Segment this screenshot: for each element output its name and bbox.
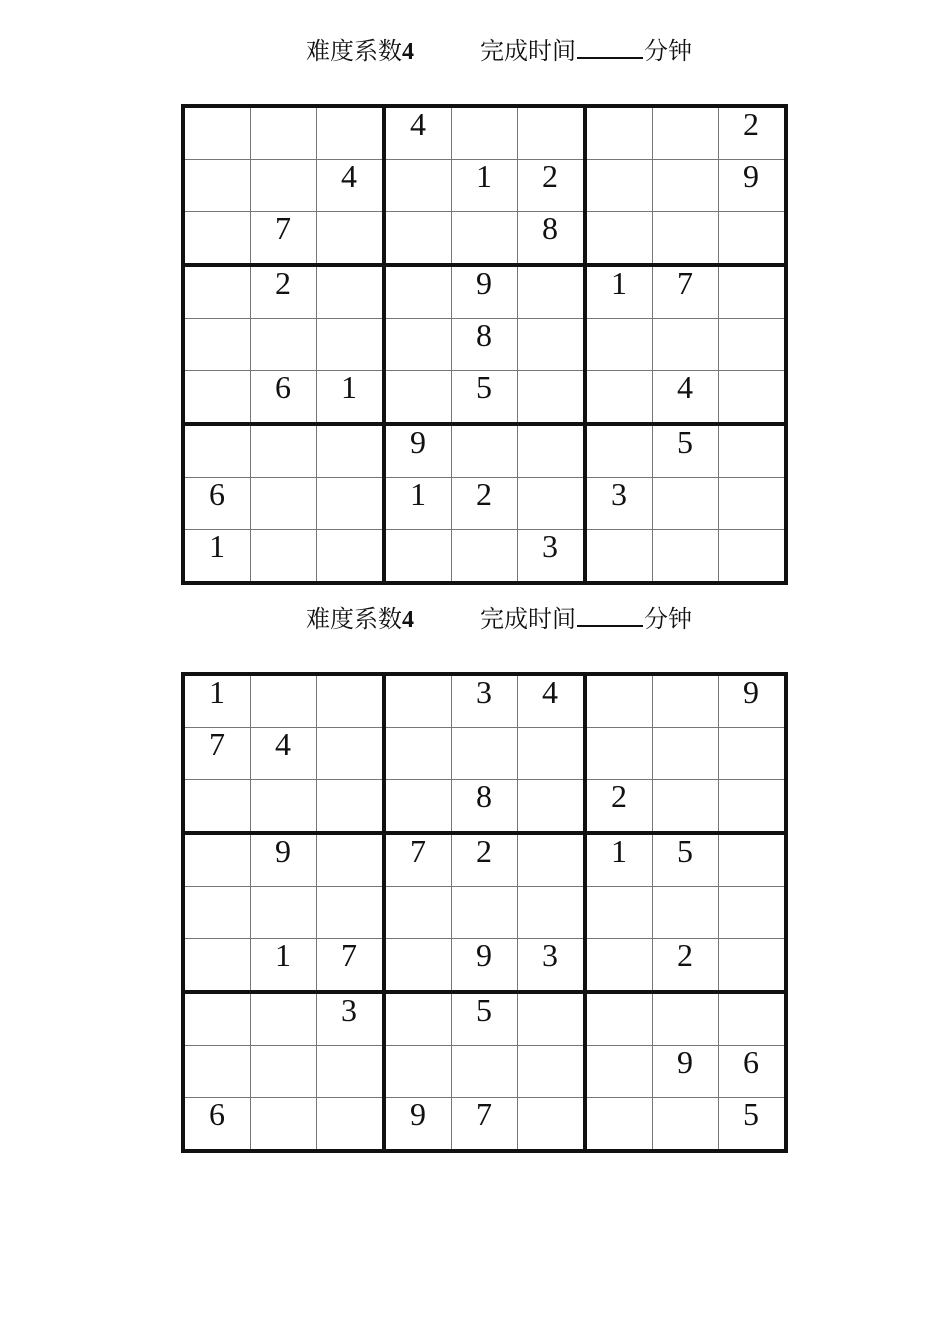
sudoku-cell[interactable]: [585, 674, 653, 728]
sudoku-cell[interactable]: [452, 160, 518, 212]
sudoku-cell[interactable]: [452, 106, 518, 160]
sudoku-cell[interactable]: [251, 530, 317, 584]
sudoku-grid-1: [181, 104, 788, 585]
difficulty-label: 难度系数4: [306, 607, 414, 633]
sudoku-cell[interactable]: [251, 780, 317, 834]
cell-digit: 8: [476, 778, 492, 814]
completion-time-label: 完成时间 分钟: [480, 39, 692, 65]
sudoku-cell[interactable]: [719, 106, 787, 160]
cell-digit: 9: [476, 265, 492, 301]
sudoku-cell[interactable]: [653, 319, 719, 371]
cell-digit: 6: [743, 1044, 759, 1080]
sudoku-cell[interactable]: [452, 728, 518, 780]
cell-digit: 2: [476, 833, 492, 869]
sudoku-cell[interactable]: [585, 887, 653, 939]
sudoku-cell[interactable]: [518, 887, 586, 939]
sudoku-cell[interactable]: [384, 478, 452, 530]
sudoku-cell[interactable]: [585, 728, 653, 780]
sudoku-cell[interactable]: [452, 319, 518, 371]
sudoku-cell[interactable]: [452, 887, 518, 939]
sudoku-cell[interactable]: [251, 265, 317, 319]
sudoku-cell[interactable]: [384, 674, 452, 728]
sudoku-cell[interactable]: [653, 674, 719, 728]
sudoku-cell[interactable]: [653, 728, 719, 780]
sudoku-cell[interactable]: [183, 1046, 251, 1098]
sudoku-cell[interactable]: [317, 1098, 385, 1152]
sudoku-cell[interactable]: [317, 833, 385, 887]
sudoku-cell[interactable]: [251, 1046, 317, 1098]
sudoku-cell[interactable]: [585, 992, 653, 1046]
sudoku-cell[interactable]: [452, 424, 518, 478]
cell-digit: 7: [677, 265, 693, 301]
difficulty-value: 4: [402, 607, 414, 633]
cell-digit: 3: [542, 528, 558, 564]
sudoku-cell[interactable]: [251, 887, 317, 939]
cell-digit: 6: [275, 369, 291, 405]
grid-row: [183, 160, 786, 212]
sudoku-cell[interactable]: [183, 939, 251, 993]
cell-digit: 3: [341, 992, 357, 1028]
cell-digit: 2: [542, 158, 558, 194]
sudoku-cell[interactable]: [653, 106, 719, 160]
sudoku-cell[interactable]: [384, 106, 452, 160]
sudoku-cell[interactable]: [653, 265, 719, 319]
sudoku-cell[interactable]: [518, 530, 586, 584]
grid-row: [183, 530, 786, 584]
sudoku-cell[interactable]: [653, 530, 719, 584]
sudoku-cell[interactable]: [653, 887, 719, 939]
grid-row: [183, 992, 786, 1046]
cell-digit: 7: [476, 1096, 492, 1132]
sudoku-cell[interactable]: [585, 424, 653, 478]
cell-digit: 1: [275, 937, 291, 973]
sudoku-cell[interactable]: [317, 992, 385, 1046]
cell-digit: 4: [677, 369, 693, 405]
cell-digit: 4: [341, 158, 357, 194]
sudoku-cell[interactable]: [183, 212, 251, 266]
sudoku-cell[interactable]: [585, 265, 653, 319]
cell-digit: 1: [611, 833, 627, 869]
sudoku-cell[interactable]: [317, 212, 385, 266]
sudoku-cell[interactable]: [719, 833, 787, 887]
sudoku-cell[interactable]: [251, 1098, 317, 1152]
cell-digit: 8: [542, 210, 558, 246]
sudoku-cell[interactable]: [653, 371, 719, 425]
sudoku-cell[interactable]: [452, 1098, 518, 1152]
sudoku-cell[interactable]: [317, 319, 385, 371]
sudoku-cell[interactable]: [384, 530, 452, 584]
sudoku-cell[interactable]: [653, 833, 719, 887]
cell-digit: 7: [209, 726, 225, 762]
puzzle-1-header: [0, 37, 950, 67]
cell-digit: 1: [209, 674, 225, 710]
cell-digit: 9: [743, 674, 759, 710]
sudoku-cell[interactable]: [251, 319, 317, 371]
sudoku-cell[interactable]: [653, 939, 719, 993]
sudoku-cell[interactable]: [317, 478, 385, 530]
grid-row: [183, 887, 786, 939]
sudoku-cell[interactable]: [719, 478, 787, 530]
sudoku-cell[interactable]: [384, 371, 452, 425]
sudoku-cell[interactable]: [452, 478, 518, 530]
sudoku-cell[interactable]: [183, 265, 251, 319]
sudoku-cell[interactable]: [585, 319, 653, 371]
sudoku-cell[interactable]: [183, 371, 251, 425]
sudoku-cell[interactable]: [384, 160, 452, 212]
sudoku-cell[interactable]: [384, 939, 452, 993]
sudoku-cell[interactable]: [317, 939, 385, 993]
grid-row: [183, 728, 786, 780]
cell-digit: 7: [341, 937, 357, 973]
sudoku-cell[interactable]: [518, 992, 586, 1046]
sudoku-cell[interactable]: [317, 887, 385, 939]
grid-row: [183, 424, 786, 478]
cell-digit: 2: [677, 937, 693, 973]
difficulty-value: 4: [402, 39, 414, 65]
sudoku-cell[interactable]: [384, 1046, 452, 1098]
sudoku-cell[interactable]: [384, 887, 452, 939]
sudoku-cell[interactable]: [183, 424, 251, 478]
cell-digit: 5: [476, 369, 492, 405]
cell-digit: 7: [275, 210, 291, 246]
sudoku-cell[interactable]: [452, 530, 518, 584]
sudoku-cell[interactable]: [719, 160, 787, 212]
sudoku-cell[interactable]: [452, 939, 518, 993]
cell-digit: 9: [476, 937, 492, 973]
sudoku-cell[interactable]: [585, 530, 653, 584]
sudoku-cell[interactable]: [518, 478, 586, 530]
grid-row: [183, 674, 786, 728]
sudoku-cell[interactable]: [452, 833, 518, 887]
sudoku-cell[interactable]: [719, 530, 787, 584]
cell-digit: 2: [476, 476, 492, 512]
sudoku-cell[interactable]: [317, 1046, 385, 1098]
sudoku-cell[interactable]: [317, 106, 385, 160]
sudoku-cell[interactable]: [719, 728, 787, 780]
sudoku-cell[interactable]: [384, 833, 452, 887]
cell-digit: 4: [410, 106, 426, 142]
sudoku-cell[interactable]: [518, 728, 586, 780]
sudoku-cell[interactable]: [719, 265, 787, 319]
sudoku-cell[interactable]: [452, 371, 518, 425]
cell-digit: 6: [209, 476, 225, 512]
sudoku-cell[interactable]: [183, 160, 251, 212]
sudoku-cell[interactable]: [317, 424, 385, 478]
grid-row: [183, 371, 786, 425]
sudoku-cell[interactable]: [183, 833, 251, 887]
sudoku-cell[interactable]: [452, 780, 518, 834]
sudoku-cell[interactable]: [518, 1046, 586, 1098]
cell-digit: 9: [410, 424, 426, 460]
completion-time-label: 完成时间 分钟: [480, 607, 692, 633]
sudoku-cell[interactable]: [317, 371, 385, 425]
sudoku-cell[interactable]: [518, 780, 586, 834]
sudoku-cell[interactable]: [653, 1098, 719, 1152]
sudoku-cell[interactable]: [183, 992, 251, 1046]
cell-digit: 9: [275, 833, 291, 869]
cell-digit: 4: [542, 674, 558, 710]
sudoku-cell[interactable]: [518, 674, 586, 728]
cell-digit: 5: [677, 833, 693, 869]
cell-digit: 3: [542, 937, 558, 973]
sudoku-cell[interactable]: [518, 1098, 586, 1152]
sudoku-cell[interactable]: [653, 1046, 719, 1098]
sudoku-cell[interactable]: [653, 212, 719, 266]
cell-digit: 1: [209, 528, 225, 564]
sudoku-cell[interactable]: [585, 160, 653, 212]
sudoku-cell[interactable]: [452, 212, 518, 266]
cell-digit: 7: [410, 833, 426, 869]
sudoku-cell[interactable]: [251, 939, 317, 993]
sudoku-cell[interactable]: [251, 992, 317, 1046]
time-blank-line: [577, 605, 643, 627]
cell-digit: 6: [209, 1096, 225, 1132]
sudoku-cell[interactable]: [719, 939, 787, 993]
cell-digit: 9: [410, 1096, 426, 1132]
grid-row: [183, 1098, 786, 1152]
sudoku-cell[interactable]: [518, 319, 586, 371]
sudoku-cell[interactable]: [585, 780, 653, 834]
sudoku-cell[interactable]: [384, 424, 452, 478]
difficulty-label: 难度系数4: [306, 39, 414, 65]
sudoku-cell[interactable]: [518, 424, 586, 478]
cell-digit: 1: [476, 158, 492, 194]
cell-digit: 9: [743, 158, 759, 194]
sudoku-cell[interactable]: [384, 992, 452, 1046]
cell-digit: 3: [476, 674, 492, 710]
sudoku-cell[interactable]: [719, 992, 787, 1046]
sudoku-cell[interactable]: [653, 780, 719, 834]
grid-row: [183, 780, 786, 834]
cell-digit: 1: [410, 476, 426, 512]
cell-digit: 2: [611, 778, 627, 814]
sudoku-cell[interactable]: [317, 728, 385, 780]
grid-row: [183, 212, 786, 266]
sudoku-cell[interactable]: [518, 265, 586, 319]
grid-row: [183, 265, 786, 319]
sudoku-cell[interactable]: [251, 833, 317, 887]
cell-digit: 2: [743, 106, 759, 142]
grid-row: [183, 833, 786, 887]
sudoku-cell[interactable]: [183, 530, 251, 584]
sudoku-cell[interactable]: [452, 265, 518, 319]
sudoku-cell[interactable]: [719, 1046, 787, 1098]
sudoku-cell[interactable]: [719, 319, 787, 371]
sudoku-cell[interactable]: [719, 887, 787, 939]
sudoku-cell[interactable]: [585, 106, 653, 160]
sudoku-cell[interactable]: [585, 833, 653, 887]
sudoku-cell[interactable]: [585, 478, 653, 530]
sudoku-cell[interactable]: [384, 728, 452, 780]
sudoku-cell[interactable]: [719, 424, 787, 478]
puzzle-2-header: [0, 605, 950, 635]
sudoku-cell[interactable]: [317, 530, 385, 584]
grid-row: [183, 106, 786, 160]
grid-row: [183, 478, 786, 530]
sudoku-cell[interactable]: [585, 212, 653, 266]
cell-digit: 9: [677, 1044, 693, 1080]
cell-digit: 4: [275, 726, 291, 762]
sudoku-cell[interactable]: [251, 106, 317, 160]
sudoku-cell[interactable]: [384, 212, 452, 266]
sudoku-cell[interactable]: [183, 1098, 251, 1152]
sudoku-cell[interactable]: [384, 1098, 452, 1152]
grid-row: [183, 319, 786, 371]
sudoku-cell[interactable]: [317, 265, 385, 319]
cell-digit: 8: [476, 317, 492, 353]
sudoku-cell[interactable]: [719, 674, 787, 728]
sudoku-cell[interactable]: [251, 728, 317, 780]
sudoku-cell[interactable]: [719, 371, 787, 425]
sudoku-cell[interactable]: [518, 371, 586, 425]
sudoku-cell[interactable]: [251, 478, 317, 530]
sudoku-cell[interactable]: [452, 992, 518, 1046]
sudoku-cell[interactable]: [251, 160, 317, 212]
sudoku-cell[interactable]: [518, 939, 586, 993]
cell-digit: 3: [611, 476, 627, 512]
cell-digit: 5: [743, 1096, 759, 1132]
sudoku-cell[interactable]: [317, 674, 385, 728]
sudoku-cell[interactable]: [518, 212, 586, 266]
cell-digit: 1: [611, 265, 627, 301]
sudoku-cell[interactable]: [653, 424, 719, 478]
sudoku-cell[interactable]: [719, 1098, 787, 1152]
sudoku-cell[interactable]: [183, 780, 251, 834]
sudoku-cell[interactable]: [384, 319, 452, 371]
sudoku-cell[interactable]: [251, 371, 317, 425]
cell-digit: 5: [677, 424, 693, 460]
time-blank-line: [577, 37, 643, 59]
sudoku-cell[interactable]: [317, 160, 385, 212]
sudoku-cell[interactable]: [183, 674, 251, 728]
sudoku-cell[interactable]: [183, 478, 251, 530]
sudoku-cell[interactable]: [518, 160, 586, 212]
sudoku-cell[interactable]: [183, 319, 251, 371]
sudoku-cell[interactable]: [585, 371, 653, 425]
sudoku-cell[interactable]: [317, 780, 385, 834]
sudoku-cell[interactable]: [183, 728, 251, 780]
cell-digit: 5: [476, 992, 492, 1028]
sudoku-cell[interactable]: [585, 1046, 653, 1098]
sudoku-cell[interactable]: [452, 674, 518, 728]
sudoku-grid-2: [181, 672, 788, 1153]
sudoku-cell[interactable]: [719, 780, 787, 834]
sudoku-cell[interactable]: [251, 212, 317, 266]
sudoku-cell[interactable]: [384, 780, 452, 834]
grid-row: [183, 1046, 786, 1098]
sudoku-cell[interactable]: [384, 265, 452, 319]
sudoku-cell[interactable]: [653, 992, 719, 1046]
sudoku-cell[interactable]: [518, 106, 586, 160]
sudoku-cell[interactable]: [653, 160, 719, 212]
sudoku-cell[interactable]: [653, 478, 719, 530]
sudoku-cell[interactable]: [183, 887, 251, 939]
sudoku-cell[interactable]: [585, 1098, 653, 1152]
sudoku-cell[interactable]: [585, 939, 653, 993]
sudoku-cell[interactable]: [251, 674, 317, 728]
sudoku-cell[interactable]: [183, 106, 251, 160]
sudoku-cell[interactable]: [251, 424, 317, 478]
sudoku-cell[interactable]: [518, 833, 586, 887]
sudoku-cell[interactable]: [719, 212, 787, 266]
sudoku-cell[interactable]: [452, 1046, 518, 1098]
grid-row: [183, 939, 786, 993]
cell-digit: 1: [341, 369, 357, 405]
cell-digit: 2: [275, 265, 291, 301]
